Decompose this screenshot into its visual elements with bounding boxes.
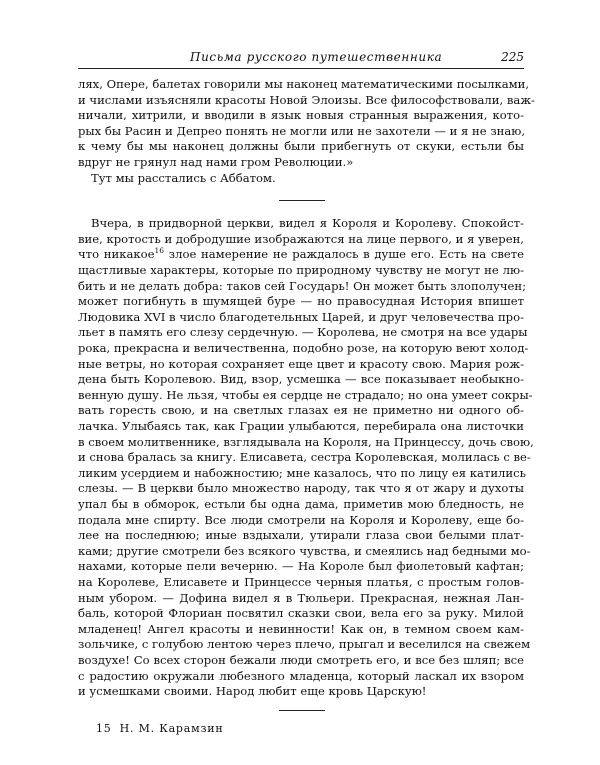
text-line: вать горесть свою, и на светлых глазах ея не приметно ни одного об- bbox=[78, 403, 524, 418]
text-line: подала мне спирту. Все люди смотрели на Короля и Королеву, еще бо- bbox=[78, 512, 524, 527]
text-line: ликим усердием и набожностию; мне казалось, что по лицу ея катились bbox=[78, 465, 526, 480]
text-line: рых бы Расин и Депрео понять не могли или не захотели — и я не знаю, bbox=[78, 123, 526, 138]
text-line: льет в память его слезу сердечную. — Королева, не смотря на все удары bbox=[78, 325, 528, 340]
text-line: лачка. Улыбаясь так, как Грации улыбаются, перебирала она листочки bbox=[78, 419, 524, 433]
text-line: в своем молитвеннике, взглядывала на Короля, на Принцессу, дочь свою, bbox=[78, 434, 534, 449]
text-line: слезы. — В церкви было множество народу, так что я от жару и духоты bbox=[78, 481, 524, 496]
text-line: воздухе! Со всех сторон бежали люди смотреть его, и все без шляп; все bbox=[78, 653, 524, 667]
running-title: Письма русского путешественника bbox=[190, 50, 443, 64]
header-rule bbox=[78, 68, 524, 69]
text-line: рока, прекрасна и величественна, подобно розе, на которую веют холод- bbox=[78, 341, 529, 355]
text-line: бить и не делать добра: таков сей Государь! Он может быть злополучен; bbox=[78, 278, 527, 293]
text-line: ничали, хитрили, и вводили в язык новыя странныя выражения, кото- bbox=[78, 108, 524, 123]
text-line: дена быть Королевою. Вид, взор, усмешка — все показывает необыкно- bbox=[78, 372, 524, 387]
text-line: и числами изъясняли красоты Новой Элоизы. Все философствовали, важ- bbox=[78, 92, 535, 107]
text-line: и снова бралась за книгу. Елисавета, сестра Королевская, молилась с ве- bbox=[78, 450, 531, 465]
text-line: щастливые характеры, которые по природному чувству не могут не лю- bbox=[78, 263, 524, 277]
section-divider bbox=[279, 710, 325, 711]
text-fragment: что никакое bbox=[78, 247, 155, 262]
text-line: нахами, которые пели вечерню. — На Короле был фиолетовый кафтан; bbox=[78, 559, 524, 574]
text-line: баль, которой Флориан посвятил сказки свои, вела его за руку. Милой bbox=[78, 606, 524, 621]
text-fragment: злое намерение не раждалось в душе его. Есть на свете bbox=[164, 247, 524, 262]
signature-author: Н. М. Карамзин bbox=[119, 721, 224, 735]
text-line: может погибнуть в шумящей буре — но правосудная История впишет bbox=[78, 294, 524, 309]
printer-signature bbox=[96, 722, 224, 735]
text-line: Тут мы расстались с Аббатом. bbox=[91, 170, 276, 185]
text-line: младенец! Ангел красоты и невинности! Как он, в темном своем кам- bbox=[78, 621, 524, 636]
text-line: упал бы в обморок, естьли бы одна дама, приметив мою бледность, не bbox=[78, 497, 524, 511]
signature-sheet-number: 15 bbox=[96, 721, 112, 735]
text-line: с радостию окружали любезного младенца, который ласкал их взором bbox=[78, 668, 524, 683]
text-line: ками; другие смотрели без всякого чувства, и смеялись над бедными мо- bbox=[78, 543, 531, 558]
text-line: вдруг не грянул над нами гром Революции.» bbox=[78, 155, 354, 169]
section-divider bbox=[279, 200, 325, 201]
text-line: Вчера, в придворной церкви, видел я Короля и Королеву. Спокойст- bbox=[91, 216, 524, 231]
text-line: ные ветры, но которая сохраняет еще цвет и красоту свою. Мария рож- bbox=[78, 356, 524, 371]
footnote-ref: 16 bbox=[154, 246, 165, 256]
text-line: лее на последнюю; иные вздыхали, утирали глаза свои белыми плат- bbox=[78, 528, 524, 543]
text-line: зольчике, с голубою лентою через плечо, прыгал и веселился на свежем bbox=[78, 637, 531, 652]
text-line: на Королеве, Елисавете и Принцессе черныя платья, с простым голов- bbox=[78, 575, 524, 589]
page-number: 225 bbox=[501, 50, 524, 64]
text-line: Людовика XVI в число благодетельных Царей, и друг человечества про- bbox=[78, 309, 524, 324]
text-line: лях, Опере, балетах говорили мы наконец математическими посылками, bbox=[78, 77, 530, 91]
text-line: венную душу. Не льзя, чтобы ея сердце не страдало; но она умеет сокры- bbox=[78, 387, 533, 402]
text-line: вие, кротость и добродушие изображаются на лице первого, и я уверен, bbox=[78, 231, 524, 246]
text-line: ным убором. — Дофина видел я в Тюльери. Прекрасная, нежная Лан- bbox=[78, 590, 524, 605]
text-line: и усмешками своими. Народ любит еще кровь Царскую! bbox=[78, 684, 427, 699]
text-line bbox=[78, 247, 524, 263]
running-header bbox=[78, 50, 524, 66]
text-line: к чему бы мы наконец должны были прибегнуть от скуки, естьли бы bbox=[78, 139, 524, 154]
